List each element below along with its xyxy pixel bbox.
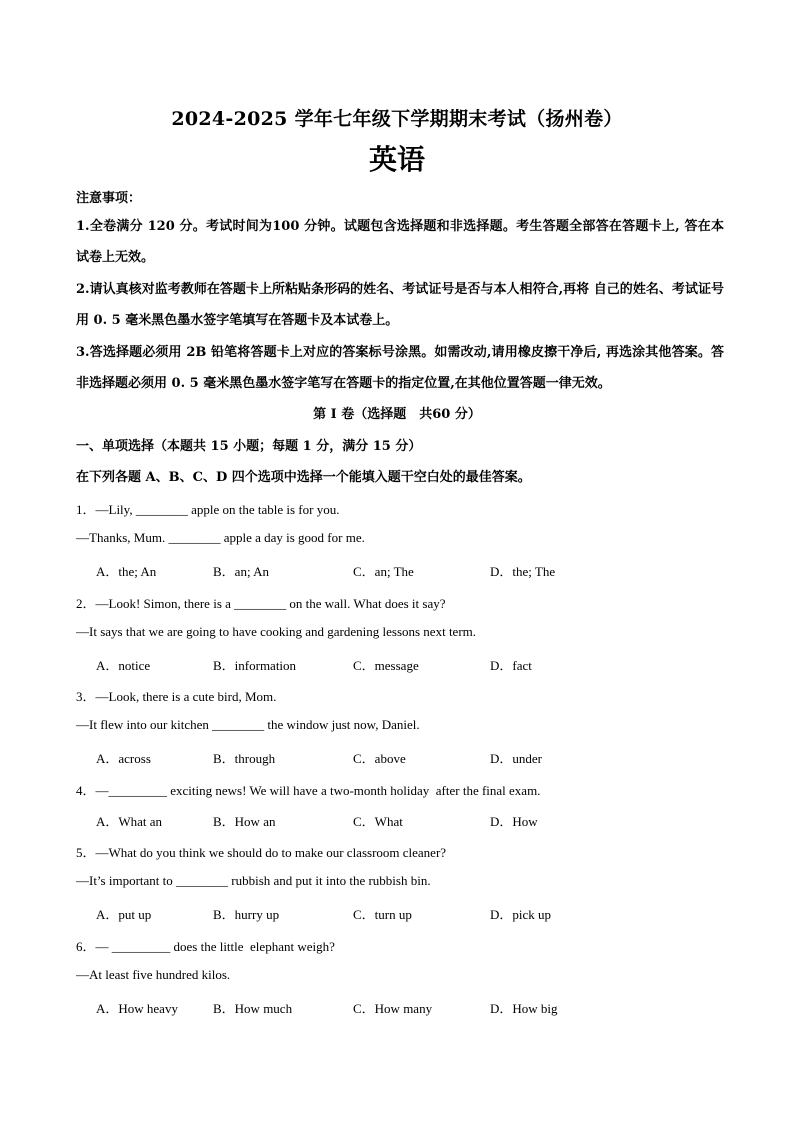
question-6-line-1: 6．— _________ does the little elephant weigh?	[76, 939, 335, 954]
question-1-line-1: 1．—Lily, ________ apple on the table is for you.	[76, 502, 340, 517]
option-b: B．through	[213, 751, 276, 766]
question-2-line-1: 2．—Look! Simon, there is a ________ on the wall. What does it say?	[76, 596, 446, 611]
instruction: 在下列各题 A、B、C、D 四个选项中选择一个能填入题干空白处的最佳答案。	[76, 470, 531, 485]
question-5-line-2: —It’s important to ________ rubbish and put it into the rubbish bin.	[76, 873, 431, 888]
question-6-line-2: —At least five hundred kilos.	[76, 967, 231, 982]
note-item-1: 1.全卷满分 120 分。考试时间为100 分钟。试题包含选择题和非选择题。考生答题全部答在答题卡上, 答在本试卷上无效。	[76, 219, 724, 265]
option-a: A．notice	[96, 658, 151, 673]
option-d: D．pick up	[490, 907, 552, 922]
option-a: A．What an	[96, 814, 163, 829]
option-d: D．fact	[490, 658, 532, 673]
exam-subject: 英语	[368, 143, 425, 176]
option-c: C．turn up	[353, 907, 412, 922]
option-a: A．across	[96, 751, 151, 766]
option-d: D．under	[490, 751, 542, 766]
note-item-2: 2.请认真核对监考教师在答题卡上所粘贴条形码的姓名、考试证号是否与本人相符合,再将 自己的姓名、考试证号用 0. 5 毫米黑色墨水签字笔填写在答题卡及本试卷上。	[76, 282, 724, 328]
question-1-line-2: —Thanks, Mum. ________ apple a day is good for me.	[76, 530, 365, 545]
option-b: B．How an	[213, 814, 276, 829]
option-c: C．above	[353, 751, 406, 766]
option-c: C．message	[353, 658, 419, 673]
notes-heading: 注意事项：	[76, 191, 142, 206]
option-c: C．What	[353, 814, 403, 829]
option-b: B．an; An	[213, 564, 269, 579]
exam-title: 2024-2025 学年七年级下学期期末考试（扬州卷）	[171, 108, 623, 130]
option-c: C．How many	[353, 1001, 433, 1016]
option-d: D．the; The	[490, 564, 556, 579]
question-5-line-1: 5．—What do you think we should do to make our classroom cleaner?	[76, 845, 447, 860]
option-b: B．hurry up	[213, 907, 280, 922]
question-4-line-1: 4．—_________ exciting news! We will have a two-month holiday after the final exam.	[76, 783, 541, 798]
option-b: B．How much	[213, 1001, 293, 1016]
note-item-3: 3.答选择题必须用 2B 铅笔将答题卡上对应的答案标号涂黑。如需改动,请用橡皮擦干净后, 再选涂其他答案。答非选择题必须用 0. 5 毫米黑色墨水签字笔写在答题卡的指定位置,在其他位置答题一律无效。	[76, 345, 724, 391]
section-title: 第 I 卷（选择题 共60 分）	[313, 407, 481, 422]
option-c: C．an; The	[353, 564, 414, 579]
option-b: B．information	[213, 658, 297, 673]
part-title: 一、单项选择（本题共 15 小题；每题 1 分，满分 15 分）	[76, 439, 422, 454]
option-a: A．How heavy	[96, 1001, 178, 1016]
question-3-line-1: 3．—Look, there is a cute bird, Mom.	[76, 689, 277, 704]
option-d: D．How	[490, 814, 538, 829]
option-a: A．put up	[96, 907, 152, 922]
option-a: A．the; An	[96, 564, 157, 579]
option-d: D．How big	[490, 1001, 558, 1016]
question-2-line-2: —It says that we are going to have cooking and gardening lessons next term.	[76, 624, 477, 639]
question-3-line-2: —It flew into our kitchen ________ the window just now, Daniel.	[76, 717, 420, 732]
